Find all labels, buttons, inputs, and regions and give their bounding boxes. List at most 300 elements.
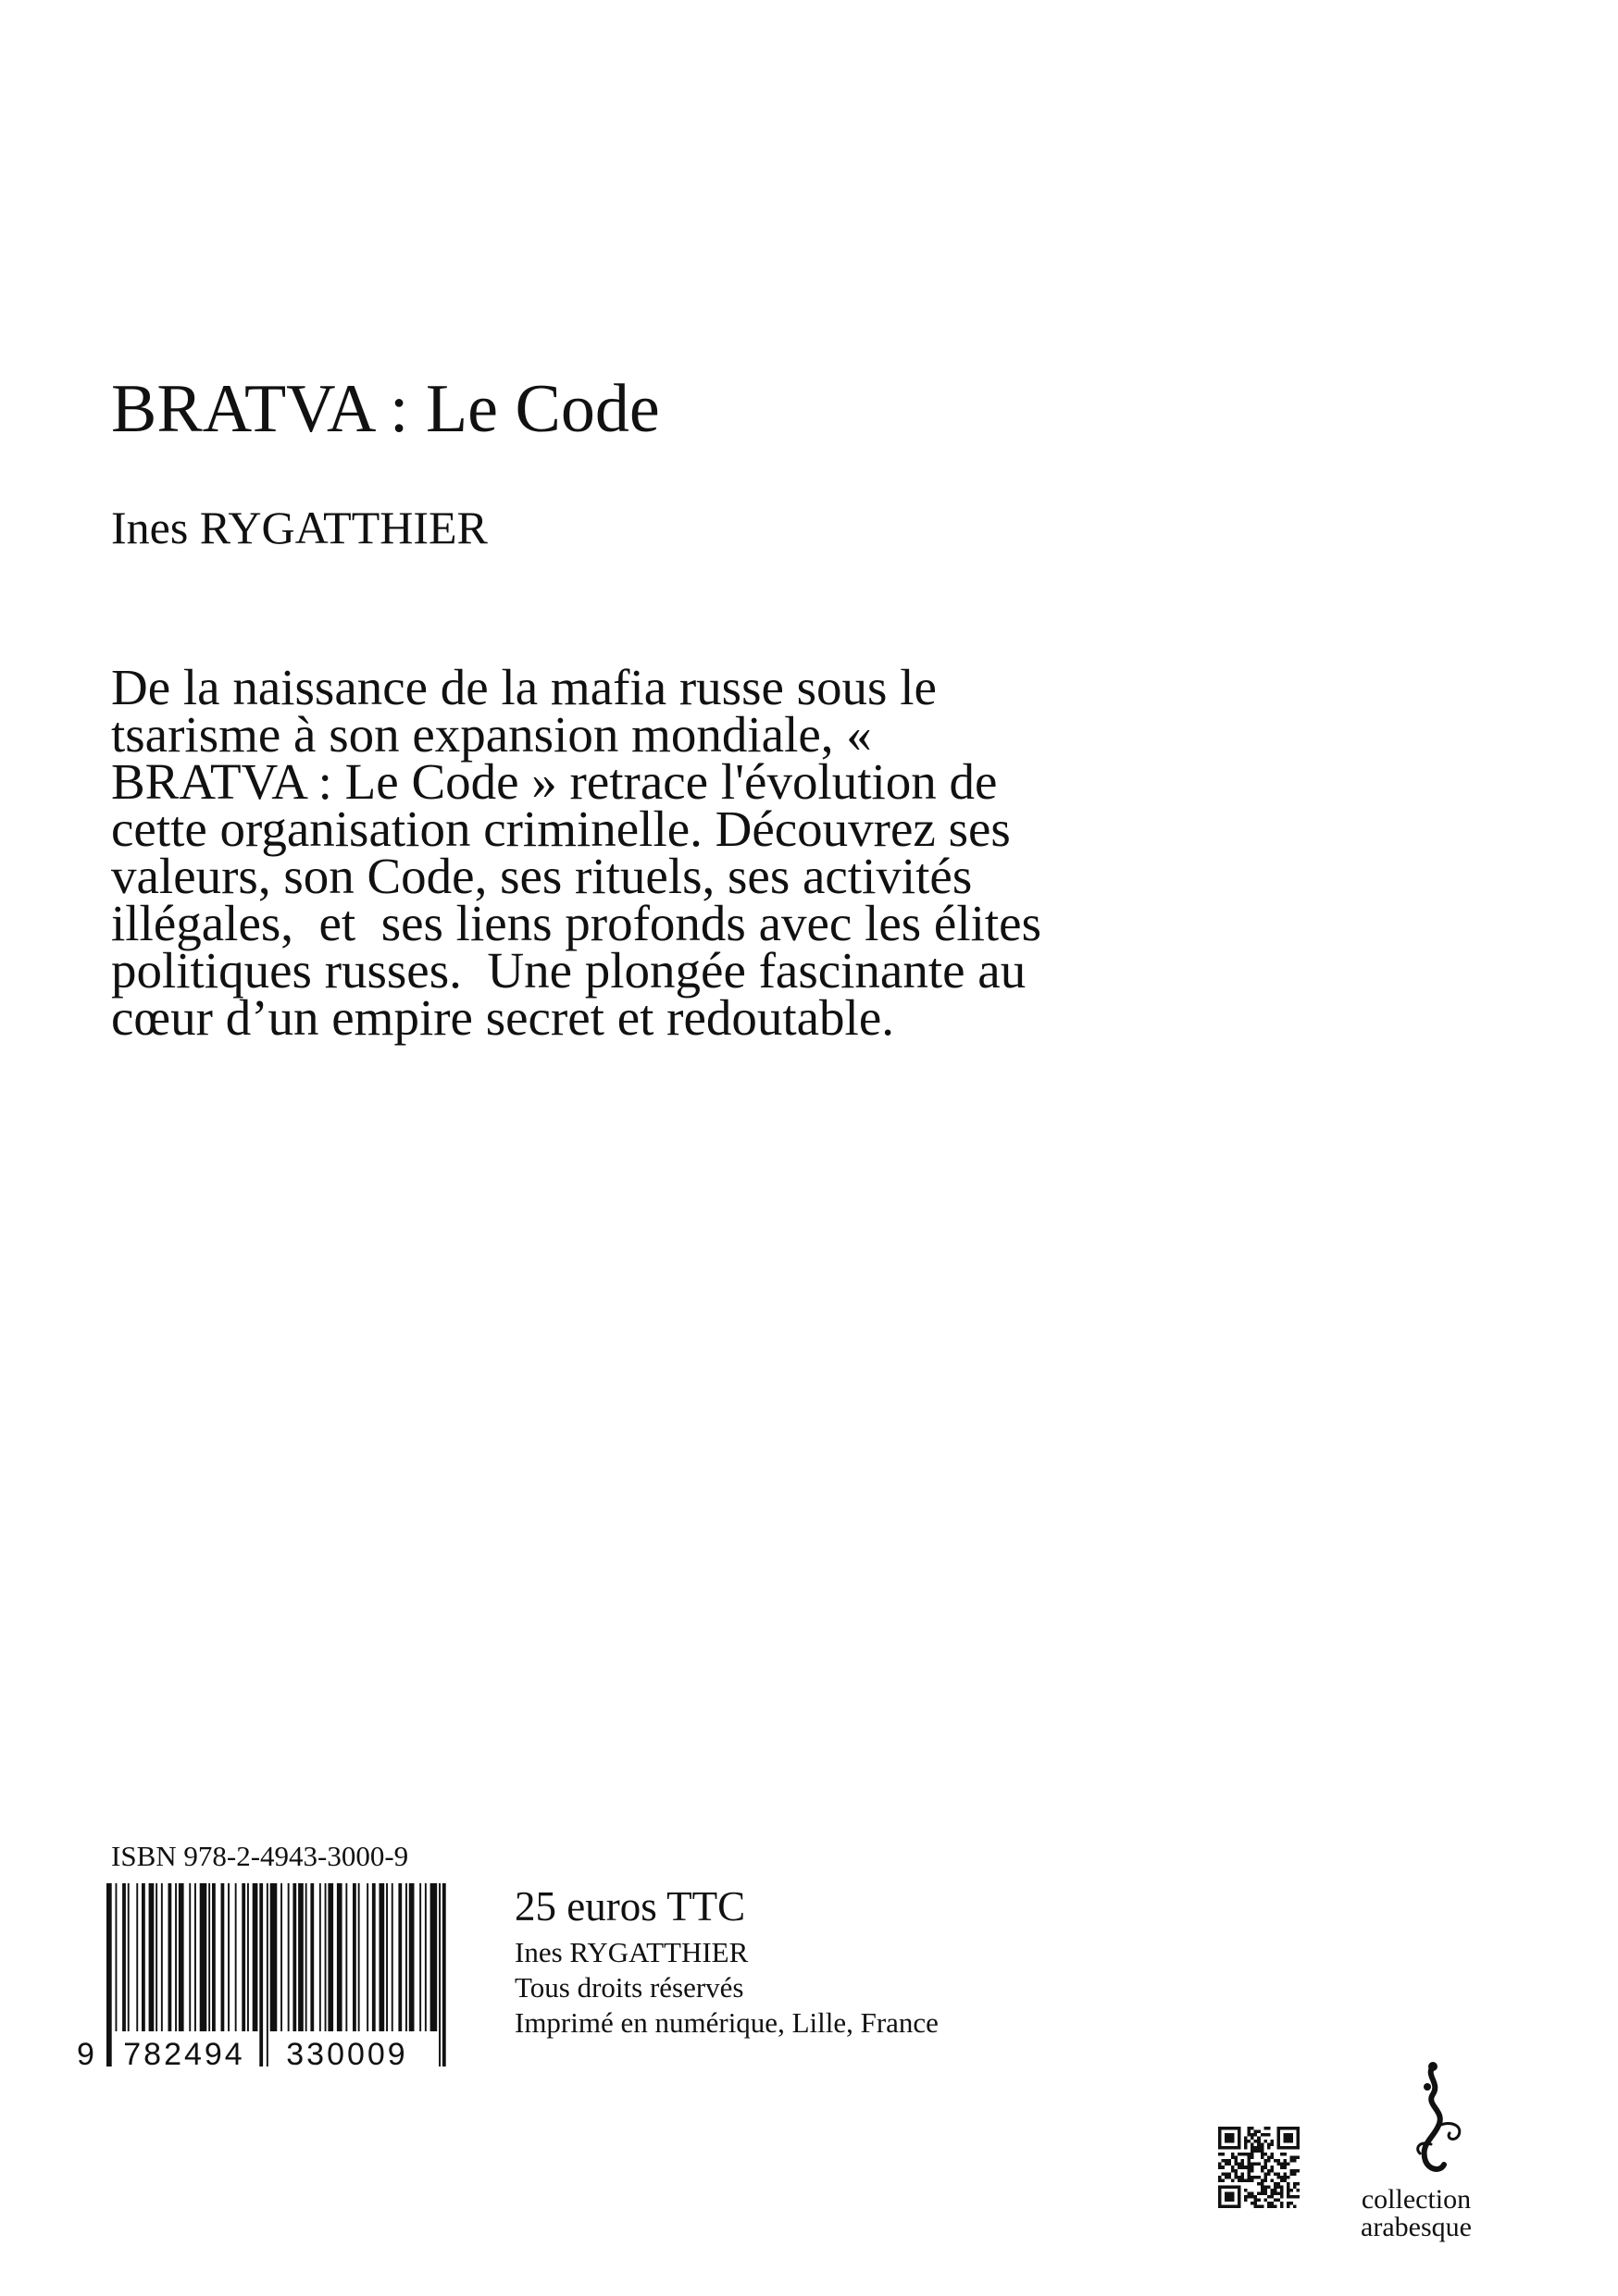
barcode-bar	[122, 1883, 126, 2031]
qr-module	[1276, 2176, 1280, 2179]
qr-module	[1244, 2166, 1248, 2169]
qr-module	[1235, 2176, 1238, 2179]
qr-module	[1293, 2182, 1297, 2186]
qr-module	[1231, 2153, 1235, 2156]
qr-module	[1261, 2204, 1264, 2208]
printing-info: Imprimé en numérique, Lille, France	[515, 2006, 939, 2039]
barcode-bar	[128, 1883, 130, 2031]
qr-module	[1218, 2127, 1222, 2150]
barcode-bar	[337, 1883, 342, 2031]
qr-module	[1257, 2198, 1261, 2202]
qr-module	[1263, 2140, 1267, 2143]
qr-module	[1241, 2153, 1245, 2156]
qr-module	[1254, 2204, 1258, 2208]
qr-module	[1218, 2176, 1222, 2179]
barcode-bar	[235, 1883, 237, 2031]
qr-module	[1270, 2143, 1274, 2147]
qr-module	[1263, 2176, 1267, 2179]
qr-module	[1287, 2163, 1290, 2166]
qr-module	[1289, 2202, 1293, 2205]
qr-module	[1251, 2166, 1254, 2169]
qr-module	[1274, 2182, 1277, 2186]
qr-module	[1296, 2189, 1300, 2192]
qr-module	[1225, 2159, 1228, 2163]
qr-module	[1267, 2127, 1271, 2130]
qr-module	[1251, 2133, 1254, 2137]
qr-module	[1238, 2185, 1241, 2208]
qr-module	[1276, 2146, 1300, 2150]
qr-module	[1238, 2166, 1241, 2169]
qr-module	[1287, 2191, 1290, 2195]
qr-module	[1270, 2153, 1274, 2156]
qr-module	[1248, 2159, 1251, 2163]
barcode-bar	[116, 1883, 118, 2031]
qr-module	[1276, 2159, 1280, 2163]
barcode-bar	[439, 1883, 441, 2066]
barcode-bar	[253, 1883, 258, 2031]
qr-module	[1293, 2156, 1297, 2160]
qr-module	[1283, 2163, 1287, 2166]
qr-module	[1225, 2172, 1228, 2176]
barcode-bar	[259, 1883, 263, 2066]
qr-module	[1287, 2204, 1290, 2208]
qr-module	[1263, 2189, 1267, 2192]
qr-module	[1225, 2176, 1228, 2179]
qr-module	[1238, 2163, 1241, 2166]
qr-module	[1287, 2189, 1290, 2192]
qr-code-icon	[1218, 2127, 1300, 2208]
qr-module	[1274, 2198, 1277, 2202]
qr-module	[1270, 2202, 1274, 2205]
blurb-line: tsarisme à son expansion mondiale, «	[111, 706, 872, 763]
qr-module	[1251, 2191, 1254, 2195]
qr-module	[1261, 2191, 1264, 2195]
qr-module	[1251, 2163, 1254, 2166]
barcode-bar	[179, 1883, 184, 2031]
qr-module	[1261, 2185, 1264, 2189]
qr-module	[1280, 2202, 1284, 2205]
qr-module	[1263, 2159, 1267, 2163]
barcode-bar	[353, 1883, 356, 2031]
qr-module	[1293, 2185, 1297, 2189]
qr-module	[1244, 2153, 1248, 2156]
barcode-bar	[175, 1883, 177, 2031]
qr-module	[1289, 2189, 1293, 2192]
qr-module	[1280, 2185, 1284, 2189]
qr-module	[1276, 2182, 1280, 2186]
qr-module	[1261, 2143, 1264, 2147]
qr-module	[1289, 2156, 1293, 2160]
qr-module	[1257, 2176, 1261, 2179]
qr-module	[1254, 2198, 1258, 2202]
qr-module	[1257, 2182, 1261, 2186]
qr-module	[1222, 2159, 1226, 2163]
barcode-bar	[168, 1883, 172, 2031]
qr-module	[1241, 2176, 1245, 2179]
qr-module	[1289, 2172, 1293, 2176]
qr-module	[1218, 2185, 1222, 2208]
qr-module	[1276, 2191, 1280, 2195]
qr-module	[1254, 2202, 1258, 2205]
qr-module	[1257, 2146, 1261, 2150]
qr-module	[1248, 2195, 1251, 2199]
qr-module	[1254, 2146, 1258, 2150]
qr-module	[1283, 2176, 1287, 2179]
qr-module	[1263, 2133, 1267, 2137]
qr-module	[1261, 2166, 1264, 2169]
qr-module	[1257, 2143, 1261, 2147]
qr-module	[1244, 2143, 1248, 2147]
qr-module	[1228, 2159, 1232, 2163]
qr-module	[1296, 2195, 1300, 2199]
qr-module	[1270, 2191, 1274, 2195]
qr-module	[1228, 2163, 1232, 2166]
qr-module	[1231, 2166, 1235, 2169]
qr-module	[1274, 2191, 1277, 2195]
qr-module	[1248, 2153, 1251, 2156]
qr-module	[1261, 2182, 1264, 2186]
barcode-bar	[189, 1883, 191, 2031]
qr-module	[1225, 2191, 1235, 2202]
qr-module	[1267, 2133, 1271, 2137]
barcode-bar	[292, 1883, 296, 2031]
qr-module	[1251, 2127, 1254, 2130]
qr-module	[1274, 2172, 1277, 2176]
qr-module	[1263, 2166, 1267, 2169]
qr-module	[1261, 2178, 1264, 2182]
qr-module	[1270, 2166, 1274, 2169]
qr-module	[1270, 2140, 1274, 2143]
qr-module	[1276, 2163, 1280, 2166]
barcode-bar	[156, 1883, 157, 2031]
qr-module	[1267, 2143, 1271, 2147]
qr-module	[1251, 2146, 1254, 2150]
barcode-bar	[228, 1883, 230, 2031]
barcode-bar	[149, 1883, 155, 2031]
barcode-bar	[267, 1883, 268, 2066]
barcode-bar	[136, 1883, 138, 2031]
qr-module	[1248, 2133, 1251, 2137]
blurb-line: illégales, et ses liens profonds avec les élites	[111, 895, 1041, 951]
qr-module	[1254, 2150, 1258, 2153]
qr-module	[1248, 2176, 1251, 2179]
qr-module	[1257, 2150, 1261, 2153]
qr-module	[1263, 2172, 1267, 2176]
barcode-bar	[386, 1883, 388, 2031]
qr-module	[1289, 2159, 1293, 2163]
barcode-bar	[430, 1883, 438, 2031]
barcode-bar	[288, 1883, 290, 2031]
qr-module	[1296, 2182, 1300, 2186]
qr-module	[1274, 2185, 1277, 2189]
qr-module	[1251, 2176, 1254, 2179]
barcode-bar	[270, 1883, 278, 2031]
qr-module	[1244, 2140, 1248, 2143]
barcode-bar	[398, 1883, 402, 2031]
qr-module	[1218, 2166, 1222, 2169]
barcode-bar	[200, 1883, 207, 2031]
barcode-bar	[319, 1883, 321, 2031]
qr-module	[1296, 2156, 1300, 2160]
qr-module	[1267, 2159, 1271, 2163]
barcode-bar	[305, 1883, 307, 2031]
qr-module	[1231, 2156, 1235, 2160]
qr-module	[1293, 2172, 1297, 2176]
qr-module	[1225, 2133, 1235, 2143]
qr-module	[1263, 2178, 1267, 2182]
qr-module	[1254, 2130, 1258, 2134]
collection-line: arabesque	[1361, 2212, 1472, 2242]
qr-module	[1287, 2185, 1290, 2189]
barcode-bar	[298, 1883, 304, 2031]
barcode-bar	[221, 1883, 225, 2031]
qr-module	[1241, 2172, 1245, 2176]
barcode-bar	[242, 1883, 245, 2031]
qr-module	[1251, 2150, 1254, 2153]
isbn-label: ISBN 978-2-4943-3000-9	[111, 1840, 409, 1872]
qr-module	[1244, 2189, 1248, 2192]
qr-module	[1254, 2163, 1258, 2166]
qr-module	[1267, 2156, 1271, 2160]
qr-module	[1293, 2204, 1297, 2208]
qr-module	[1274, 2189, 1277, 2192]
qr-module	[1283, 2172, 1287, 2176]
barcode-bar	[328, 1883, 333, 2031]
qr-module	[1254, 2195, 1258, 2199]
barcode-bar	[142, 1883, 145, 2031]
barcode-bar	[419, 1883, 421, 2031]
qr-module	[1267, 2169, 1271, 2173]
barcode-bar	[106, 1883, 112, 2066]
qr-module	[1283, 2153, 1287, 2156]
qr-module	[1280, 2191, 1284, 2195]
barcode-bar	[372, 1883, 376, 2031]
qr-module	[1218, 2163, 1222, 2166]
qr-module	[1293, 2195, 1297, 2199]
qr-module	[1251, 2137, 1254, 2141]
qr-module	[1248, 2156, 1251, 2160]
qr-module	[1280, 2166, 1284, 2169]
qr-module	[1235, 2156, 1238, 2160]
qr-module	[1276, 2172, 1280, 2176]
qr-module	[1280, 2163, 1284, 2166]
qr-module	[1218, 2127, 1241, 2130]
barcode-left-digits: 782494	[123, 2037, 245, 2068]
qr-module	[1274, 2204, 1277, 2208]
qr-module	[1244, 2137, 1248, 2141]
qr-module	[1235, 2159, 1238, 2163]
qr-module	[1251, 2202, 1254, 2205]
qr-module	[1263, 2153, 1267, 2156]
qr-module	[1235, 2169, 1238, 2173]
qr-module	[1248, 2191, 1251, 2195]
qr-module	[1267, 2202, 1271, 2205]
collection-name	[1324, 2186, 1509, 2241]
qr-module	[1263, 2185, 1267, 2189]
qr-module	[1248, 2127, 1251, 2130]
qr-module	[1270, 2189, 1274, 2192]
qr-module	[1248, 2169, 1251, 2173]
qr-module	[1235, 2172, 1238, 2176]
barcode-right-digits: 330009	[286, 2037, 408, 2068]
barcode-bar	[392, 1883, 393, 2031]
qr-module	[1254, 2176, 1258, 2179]
qr-module	[1296, 2127, 1300, 2150]
rights-statement: Tous droits réservés	[515, 1971, 744, 2004]
qr-module	[1238, 2127, 1241, 2150]
blurb-line: De la naissance de la mafia russe sous le	[111, 659, 937, 715]
qr-module	[1225, 2163, 1228, 2166]
book-title: BRATVA : Le Code	[111, 371, 660, 447]
qr-module	[1241, 2178, 1245, 2182]
book-blurb	[111, 659, 1259, 1046]
qr-module	[1251, 2178, 1254, 2182]
barcode-bar	[280, 1883, 282, 2031]
qr-module	[1248, 2130, 1251, 2134]
qr-module	[1287, 2182, 1290, 2186]
qr-module	[1261, 2150, 1264, 2153]
qr-module	[1222, 2166, 1226, 2169]
qr-module	[1270, 2156, 1274, 2160]
qr-module	[1280, 2189, 1284, 2192]
qr-module	[1244, 2198, 1248, 2202]
qr-module	[1283, 2159, 1287, 2163]
book-author: Ines RYGATTHIER	[111, 502, 488, 553]
qr-module	[1267, 2204, 1271, 2208]
barcode-bar	[208, 1883, 210, 2031]
qr-module	[1263, 2198, 1267, 2202]
qr-module	[1267, 2195, 1271, 2199]
qr-module	[1283, 2178, 1287, 2182]
qr-module	[1267, 2146, 1271, 2150]
qr-module	[1263, 2163, 1267, 2166]
qr-module	[1257, 2163, 1261, 2166]
qr-module	[1257, 2204, 1261, 2208]
qr-module	[1241, 2166, 1245, 2169]
qr-module	[1238, 2176, 1241, 2179]
qr-module	[1287, 2176, 1290, 2179]
qr-module	[1222, 2153, 1226, 2156]
qr-module	[1263, 2127, 1267, 2130]
blurb-line: politiques russes. Une plongée fascinante au	[111, 942, 1027, 999]
qr-module	[1276, 2198, 1280, 2202]
qr-module	[1248, 2163, 1251, 2166]
qr-module	[1280, 2153, 1284, 2156]
qr-module	[1274, 2159, 1277, 2163]
qr-module	[1228, 2176, 1232, 2179]
qr-module	[1235, 2163, 1238, 2166]
qr-module	[1231, 2169, 1235, 2173]
qr-module	[1218, 2146, 1241, 2150]
qr-module	[1251, 2156, 1254, 2160]
blurb-line: BRATVA : Le Code » retrace l'évolution de	[111, 753, 998, 810]
qr-module	[1289, 2169, 1293, 2173]
isbn-barcode	[69, 1883, 458, 2068]
qr-module	[1293, 2159, 1297, 2163]
qr-module	[1270, 2195, 1274, 2199]
qr-module	[1257, 2137, 1261, 2141]
qr-module	[1261, 2189, 1264, 2192]
barcode-bar	[310, 1883, 314, 2031]
qr-module	[1261, 2146, 1264, 2150]
qr-module	[1248, 2172, 1251, 2176]
barcode-bar	[425, 1883, 427, 2031]
qr-module	[1276, 2127, 1280, 2150]
barcode-bar	[442, 1883, 446, 2066]
qr-module	[1222, 2178, 1226, 2182]
qr-module	[1257, 2130, 1261, 2134]
qr-module	[1241, 2159, 1245, 2163]
qr-module	[1280, 2178, 1284, 2182]
qr-module	[1241, 2163, 1245, 2166]
qr-module	[1251, 2143, 1254, 2147]
qr-module	[1270, 2169, 1274, 2173]
qr-module	[1263, 2191, 1267, 2195]
qr-module	[1251, 2169, 1254, 2173]
barcode-bar	[409, 1883, 415, 2031]
barcode-first-digit: 9	[77, 2037, 94, 2068]
qr-module	[1289, 2195, 1293, 2199]
qr-module	[1228, 2172, 1232, 2176]
qr-module	[1261, 2133, 1264, 2137]
qr-module	[1293, 2169, 1297, 2173]
qr-module	[1238, 2178, 1241, 2182]
qr-module	[1270, 2178, 1274, 2182]
qr-module	[1248, 2178, 1251, 2182]
qr-module	[1218, 2153, 1222, 2156]
qr-module	[1257, 2140, 1261, 2143]
qr-module	[1218, 2178, 1222, 2182]
qr-module	[1276, 2185, 1280, 2189]
price-label: 25 euros TTC	[515, 1883, 746, 1930]
qr-module	[1254, 2140, 1258, 2143]
qr-module	[1251, 2195, 1254, 2199]
qr-module	[1283, 2166, 1287, 2169]
qr-module	[1283, 2133, 1293, 2143]
qr-module	[1248, 2140, 1251, 2143]
qr-module	[1287, 2202, 1290, 2205]
qr-module	[1267, 2172, 1271, 2176]
qr-module	[1248, 2166, 1251, 2169]
qr-module	[1280, 2195, 1284, 2199]
qr-module	[1267, 2185, 1271, 2189]
qr-module	[1270, 2204, 1274, 2208]
barcode-bar	[194, 1883, 196, 2031]
qr-module	[1276, 2127, 1300, 2130]
qr-module	[1238, 2153, 1241, 2156]
qr-module	[1244, 2195, 1248, 2199]
barcode-bar	[405, 1883, 407, 2031]
qr-module	[1296, 2169, 1300, 2173]
qr-module	[1231, 2178, 1235, 2182]
barcode-bar	[358, 1883, 360, 2031]
qr-module	[1261, 2153, 1264, 2156]
barcode-bar	[345, 1883, 347, 2031]
collection-logo-icon	[1379, 2059, 1490, 2179]
qr-module	[1244, 2146, 1248, 2150]
qr-module	[1261, 2169, 1264, 2173]
barcode-bar	[212, 1883, 216, 2031]
qr-module	[1280, 2176, 1284, 2179]
barcode-bar	[325, 1883, 327, 2031]
qr-module	[1222, 2172, 1226, 2176]
qr-module	[1218, 2204, 1241, 2208]
blurb-line: cœur d’un empire secret et redoutable.	[111, 989, 895, 1046]
blurb-line: cette organisation criminelle. Découvrez ses	[111, 800, 1011, 857]
qr-module	[1257, 2191, 1261, 2195]
qr-module	[1218, 2185, 1241, 2189]
qr-module	[1261, 2156, 1264, 2160]
